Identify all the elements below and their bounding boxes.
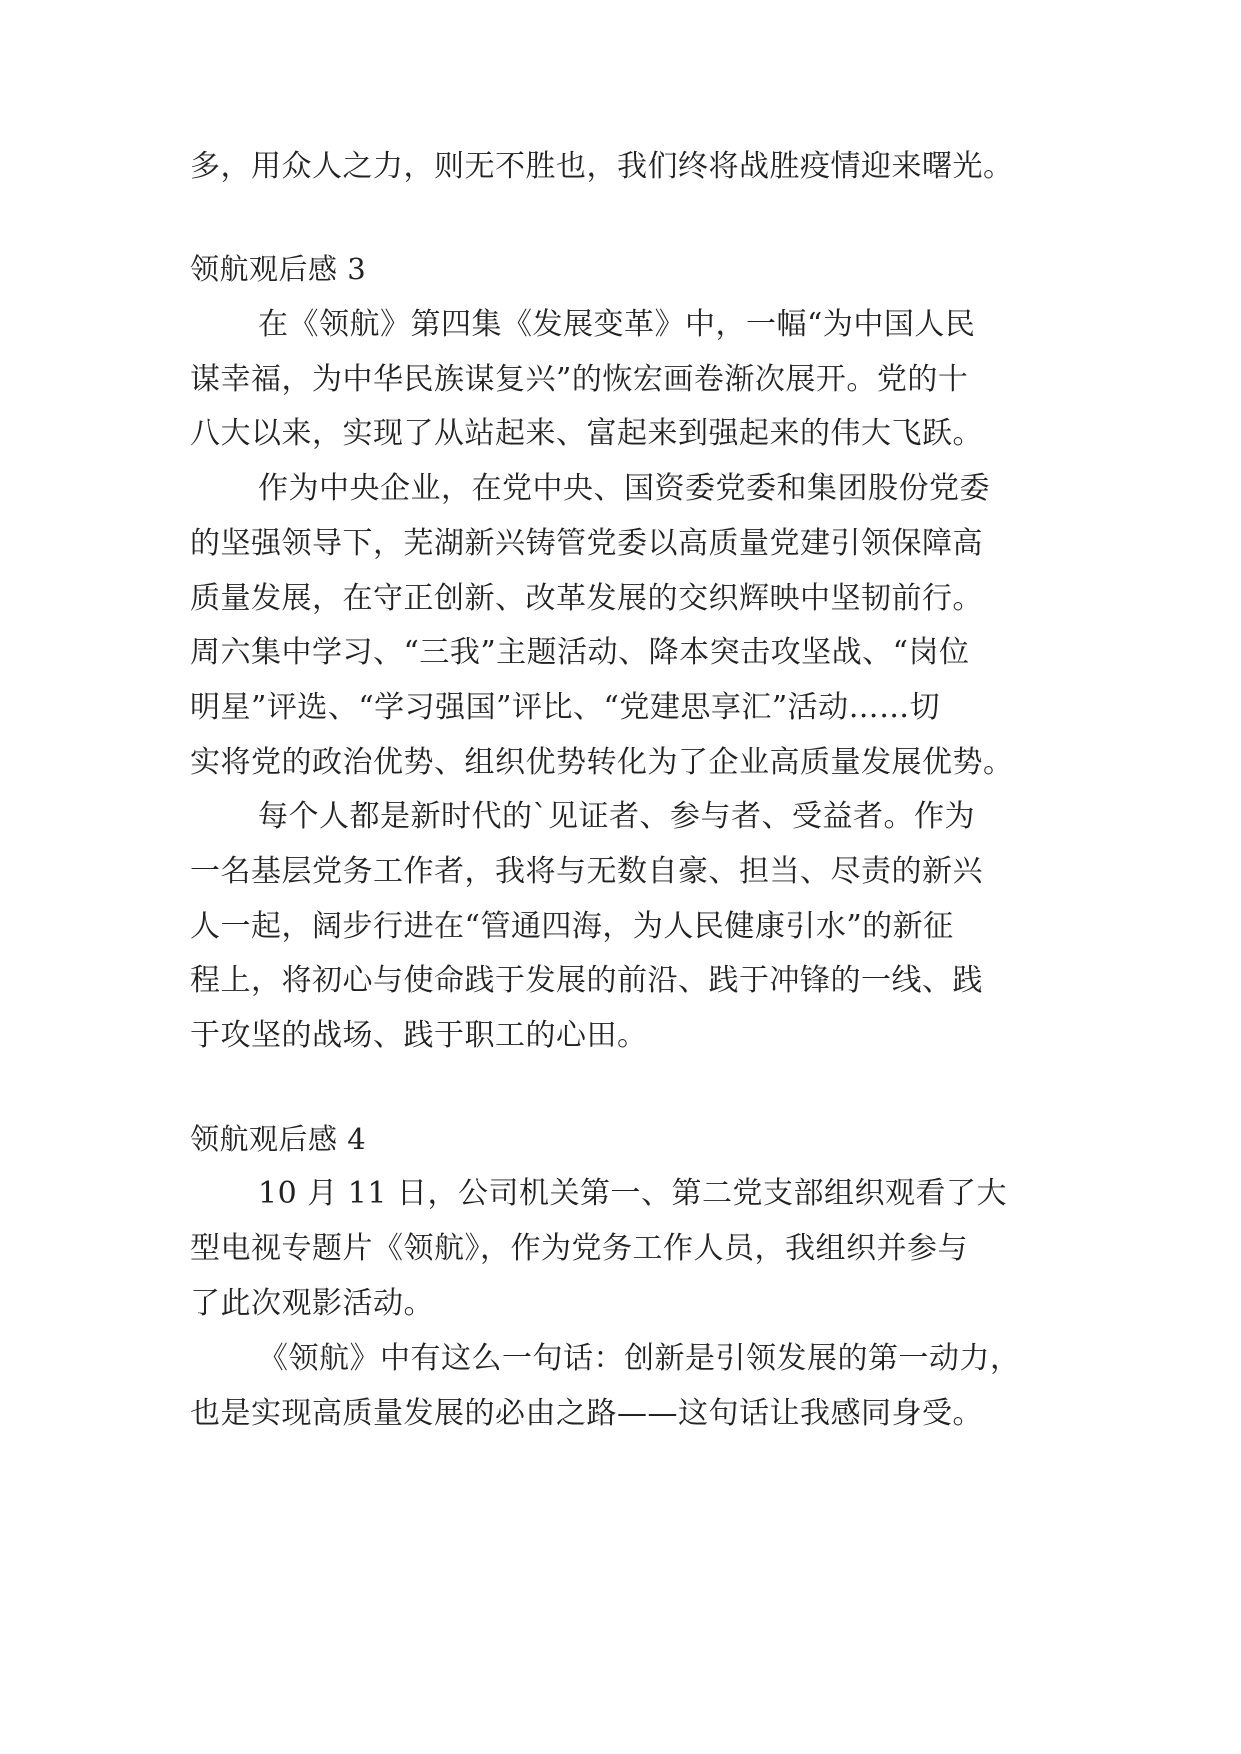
section-3-p1-line-1: 在《领航》第四集《发展变革》中，一幅“为中国人民 bbox=[258, 307, 976, 342]
section-4-p1-line-3: 了此次观影活动。 bbox=[190, 1286, 434, 1321]
section-4-heading: 领航观后感 4 bbox=[190, 1122, 367, 1156]
section-3-p1-line-2: 谋幸福，为中华民族谋复兴”的恢宏画卷渐次展开。党的十 bbox=[190, 362, 969, 397]
section-3-p2-line-5: 明星”评选、“学习强国”评比、“党建思享汇”活动……切 bbox=[190, 690, 941, 725]
section-3-p2-line-6: 实将党的政治优势、组织优势转化为了企业高质量发展优势。 bbox=[190, 745, 1014, 780]
section-4-p1-line-2: 型电视专题片《领航》，作为党务工作人员，我组织并参与 bbox=[190, 1231, 968, 1266]
section-4-p2-line-1: 《领航》中有这么一句话：创新是引领发展的第一动力， bbox=[258, 1341, 1021, 1376]
section-4-p2-line-2: 也是实现高质量发展的必由之路——这句话让我感同身受。 bbox=[190, 1396, 983, 1431]
section-4-p1-line-1: 10 月 11 日，公司机关第一、第二党支部组织观看了大 bbox=[258, 1176, 1007, 1211]
section-3-p3-line-4: 程上，将初心与使命践于发展的前沿、践于冲锋的一线、践 bbox=[190, 963, 983, 998]
section-3-heading: 领航观后感 3 bbox=[190, 252, 367, 286]
section-3-p2-line-4: 周六集中学习、“三我”主题活动、降本突击攻坚战、“岗位 bbox=[190, 635, 970, 670]
section-3-p3-line-1: 每个人都是新时代的`见证者、参与者、受益者。作为 bbox=[258, 799, 975, 834]
section-3-p1-line-3: 八大以来，实现了从站起来、富起来到强起来的伟大飞跃。 bbox=[190, 416, 983, 451]
section-3-p3-line-3: 人一起，阔步行进在“管通四海，为人民健康引水”的新征 bbox=[190, 909, 954, 944]
section-3-p3-line-2: 一名基层党务工作者，我将与无数自豪、担当、尽责的新兴 bbox=[190, 854, 983, 889]
section-3-p2-line-2: 的坚强领导下，芜湖新兴铸管党委以高质量党建引领保障高 bbox=[190, 526, 983, 561]
section-3-p2-line-3: 质量发展，在守正创新、改革发展的交织辉映中坚韧前行。 bbox=[190, 581, 983, 616]
section-3-p3-line-5: 于攻坚的战场、践于职工的心田。 bbox=[190, 1018, 648, 1053]
intro-tail-line: 多，用众人之力，则无不胜也，我们终将战胜疫情迎来曙光。 bbox=[190, 149, 1014, 184]
section-3-p2-line-1: 作为中央企业，在党中央、国资委党委和集团股份党委 bbox=[258, 471, 990, 506]
